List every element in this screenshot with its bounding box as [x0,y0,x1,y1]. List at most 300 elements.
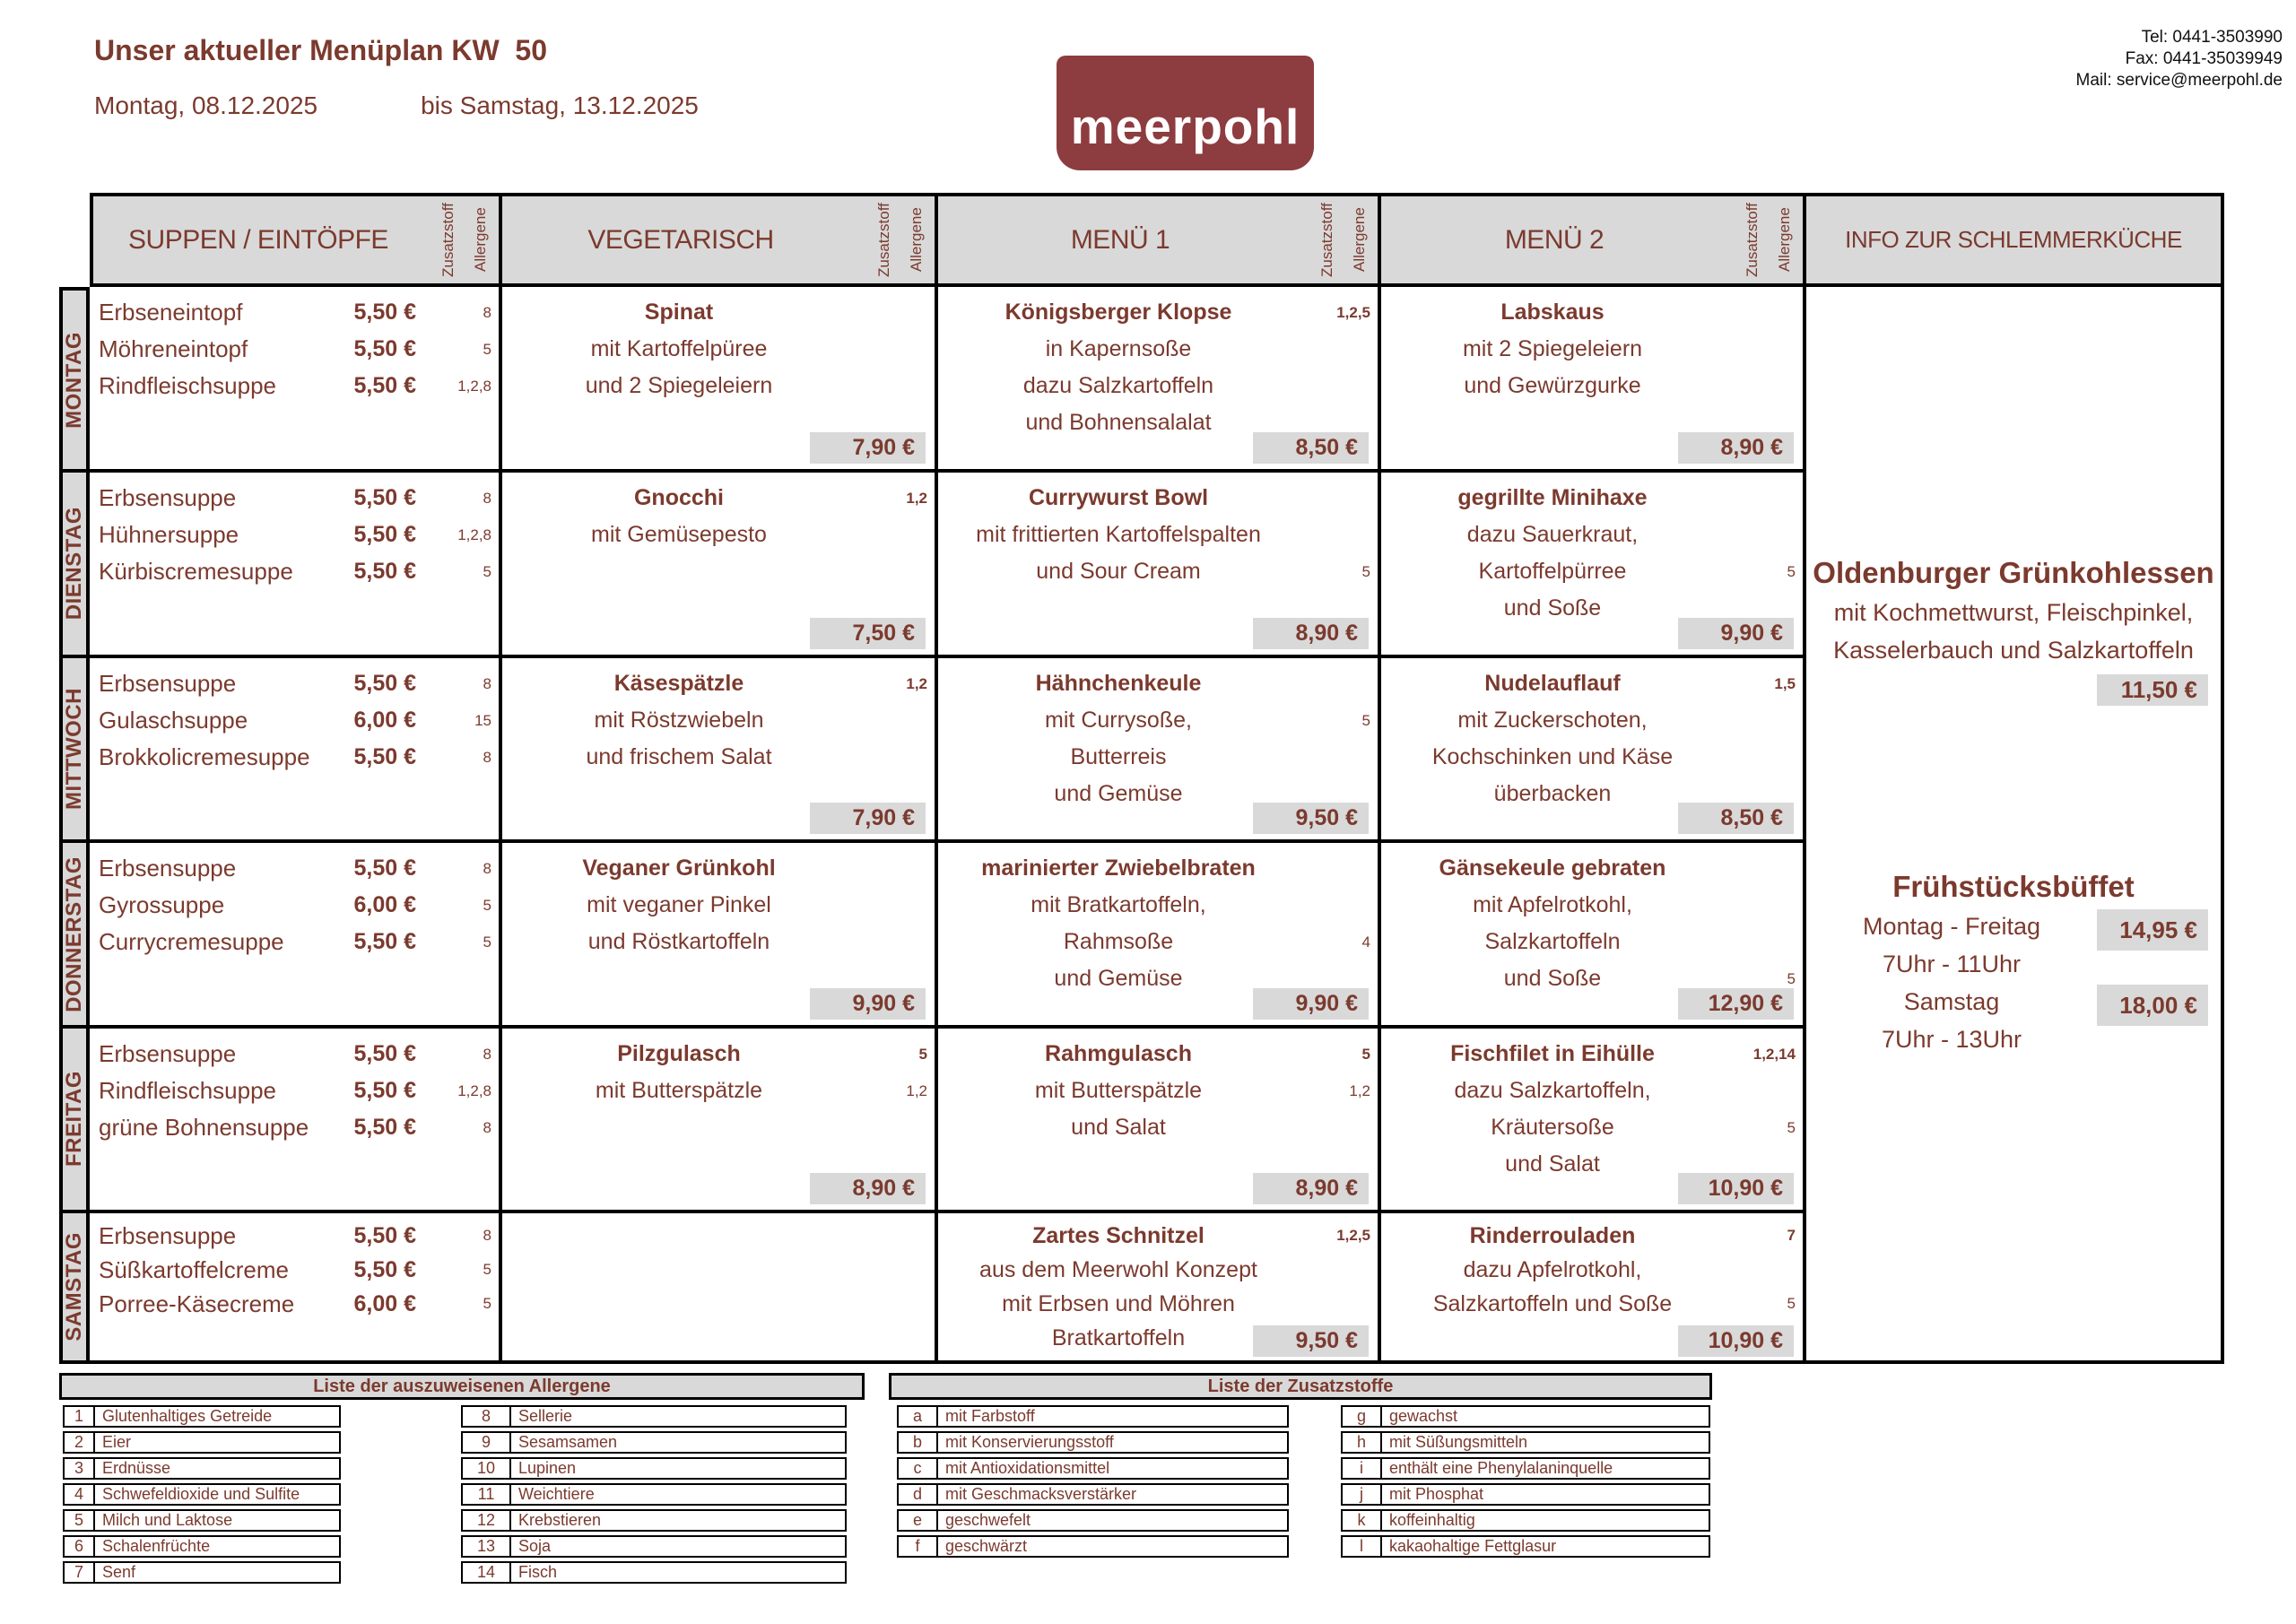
menu-line: Rahmsoße 4 [938,924,1299,960]
vegetarisch-cell [502,287,938,473]
menu-line: Gänsekeule gebraten [1439,855,1666,881]
price-badge: 12,90 € [1678,988,1794,1020]
soups-cell [90,287,502,473]
list-row [1341,1457,1710,1480]
dish-name: Kürbiscremesuppe [99,558,293,585]
menu-line: dazu Sauerkraut, [1466,522,1639,547]
list-code: i [1343,1459,1382,1478]
soup-row [90,924,499,960]
list-code: 3 [65,1459,95,1478]
line-allergens: 7 [1787,1227,1796,1244]
dish-allergens: 5 [483,897,491,914]
menu-line: und frischem Salat [586,744,772,769]
soup-row [90,1109,499,1146]
subheader-allergene: Allergene [908,207,925,273]
soup-row [90,517,499,553]
legend-section [0,1373,2296,1606]
price-badge: 9,50 € [1253,1325,1369,1357]
list-code: 14 [463,1563,511,1582]
subheader-zusatzstoff: Zusatzstoff [1744,203,1761,277]
line-allergens: 5 [918,1046,927,1063]
menu-line: und Bohnensalalat [1025,410,1212,435]
list-row [63,1561,341,1584]
list-label: geschwefelt [945,1511,1031,1529]
menu-line: Rahmgulasch 5 [938,1036,1299,1073]
list-row [1341,1431,1710,1454]
line-allergens: 5 [1361,712,1370,729]
menu-line: marinierter Zwiebelbraten [981,855,1256,881]
gruenkohl-special-block [1806,552,2221,714]
dish-name: Rindfleischsuppe [99,372,277,399]
list-row [461,1405,847,1428]
menu2-cell [1381,287,1806,473]
header-vegetarisch-label: VEGETARISCH [587,224,774,255]
dish-name: grüne Bohnensuppe [99,1114,309,1141]
soups-cell [90,1029,502,1213]
breakfast-days: Montag - Freitag [1862,913,2041,940]
menu-line: überbacken [1493,781,1612,806]
menu-line: aus dem Meerwohl Konzept [979,1257,1257,1282]
list-label: Erdnüsse [102,1459,171,1477]
list-label: Schalenfrüchte [102,1537,211,1555]
menu-line: Spinat [644,300,714,325]
line-allergens: 5 [1787,563,1796,580]
menu1-cell [938,843,1381,1029]
day-strip [59,1029,90,1213]
header-menu1-label: MENÜ 1 [1070,224,1170,255]
menu-line: mit Röstzwiebeln [594,708,764,733]
list-code: 4 [65,1485,95,1504]
list-code: e [899,1511,938,1530]
contact-mail: Mail: service@meerpohl.de [2075,71,2283,90]
dish-price: 5,50 € [353,1257,416,1282]
price-badge: 9,90 € [1678,618,1794,649]
dish-price: 5,50 € [353,522,416,547]
menu-line: Currywurst Bowl [1028,485,1209,510]
price-badge: 14,95 € [2097,909,2208,951]
price-badge: 8,50 € [1678,803,1794,834]
menu-line: Salzkartoffeln [1484,929,1621,954]
menu-line: und Salat [1071,1115,1166,1140]
menu-line: mit Currysoße, 5 [938,702,1299,739]
list-code: a [899,1407,938,1426]
price-badge: 8,90 € [810,1173,926,1204]
menu1-cell [938,1213,1381,1364]
list-row [461,1483,847,1506]
subheader-allergene: Allergene [1351,207,1368,273]
dish-allergens: 5 [483,341,491,358]
menu-line: Nudelauflauf 1,5 [1381,665,1724,702]
menu-line: mit Gemüsepesto [591,522,767,547]
contact-tel: Tel: 0441-3503990 [2141,28,2283,47]
list-label: mit Phosphat [1389,1485,1484,1503]
page-title: Unser aktueller Menüplan KW 50 [94,34,548,66]
soup-row [90,553,499,590]
soup-row [90,1219,499,1253]
soup-row [90,368,499,404]
list-row [897,1509,1289,1532]
day-strip [59,1213,90,1364]
day-label: DIENSTAG [62,507,86,621]
menu-line: dazu Apfelrotkohl, [1463,1257,1642,1282]
menu-line: und Salat [1505,1151,1600,1177]
soup-row [90,887,499,924]
dish-allergens: 8 [483,1046,491,1063]
list-label: Eier [102,1433,132,1451]
list-row [1341,1405,1710,1428]
menu-line: Kartoffelpürree 5 [1381,553,1724,590]
list-code: k [1343,1511,1382,1530]
line-allergens: 1,2 [906,1082,927,1099]
price-badge: 7,90 € [810,432,926,464]
line-allergens: 1,2,5 [1336,304,1370,321]
soup-row [90,1036,499,1073]
header-vegetarisch [502,193,938,287]
additive-table-1 [897,1405,1289,1561]
menu2-cell [1381,1213,1806,1364]
list-row [461,1431,847,1454]
subheader-zusatzstoff: Zusatzstoff [875,203,892,277]
menu-line: Veganer Grünkohl [582,855,776,881]
menu-line: Zartes Schnitzel 1,2,5 [938,1219,1299,1253]
dish-allergens: 5 [483,1261,491,1278]
dish-price: 5,50 € [353,1115,416,1140]
list-code: 9 [463,1433,511,1452]
menu-line: Bratkartoffeln [1051,1325,1186,1350]
vegetarisch-cell [502,843,938,1029]
list-row [1341,1483,1710,1506]
line-allergens: 5 [1787,1119,1796,1136]
price-badge: 9,90 € [810,988,926,1020]
dish-name: Brokkolicremesuppe [99,743,310,770]
dish-name: Hühnersuppe [99,521,239,548]
special-title: Oldenburger Grünkohlessen [1813,556,2214,589]
dish-price: 5,50 € [353,1078,416,1103]
list-code: 6 [65,1537,95,1556]
list-label: Sellerie [518,1407,573,1425]
price-badge: 8,90 € [1678,432,1794,464]
dish-price: 5,50 € [353,300,416,325]
breakfast-row [1806,983,2221,1020]
menu-line: Hähnchenkeule [1035,671,1202,696]
list-code: b [899,1433,938,1452]
list-code: 12 [463,1511,511,1530]
menu-line: Labskaus [1500,300,1605,325]
list-label: koffeinhaltig [1389,1511,1475,1529]
breakfast-title: Frühstücksbüffet [1892,870,2135,903]
list-code: 2 [65,1433,95,1452]
soup-row [90,850,499,887]
breakfast-days: Samstag [1903,988,2000,1015]
dish-name: Erbseneintopf [99,299,243,326]
menu-line: Kochschinken und Käse [1431,744,1674,769]
dish-price: 5,50 € [353,559,416,584]
dish-name: Erbsensuppe [99,1222,237,1249]
list-label: Lupinen [518,1459,577,1477]
price-badge: 18,00 € [2097,985,2208,1026]
list-code: j [1343,1485,1382,1504]
subheader-allergene: Allergene [1776,207,1793,273]
dish-name: Erbsensuppe [99,484,237,511]
dish-allergens: 5 [483,563,491,580]
price-badge: 9,50 € [1253,803,1369,834]
price-badge: 7,50 € [810,618,926,649]
menu-line: mit veganer Pinkel [587,892,771,917]
soup-row [90,739,499,776]
dish-allergens: 5 [483,1295,491,1312]
special-line: mit Kochmettwurst, Fleischpinkel, [1833,599,2194,626]
day-strip [59,473,90,658]
allergen-list-title: Liste der auszuweisenen Allergene [59,1373,865,1400]
list-code: 7 [65,1563,95,1582]
line-allergens: 4 [1361,934,1370,951]
list-label: gewachst [1389,1407,1458,1425]
allergen-table-1 [63,1405,341,1587]
list-row [63,1535,341,1558]
list-row [897,1535,1289,1558]
line-allergens: 1,5 [1774,675,1796,692]
menu-line: und Soße [1503,595,1602,621]
list-label: Krebstieren [518,1511,602,1529]
list-label: mit Süßungsmitteln [1389,1433,1528,1451]
allergen-table-2 [461,1405,847,1587]
dish-allergens: 8 [483,749,491,766]
menu-line: und Röstkartoffeln [587,929,770,954]
list-label: mit Geschmacksverstärker [945,1485,1137,1503]
date-to: bis Samstag, 13.12.2025 [421,91,699,119]
header-menu2 [1381,193,1806,287]
special-price-row [1806,673,2221,714]
menu-line: mit Erbsen und Möhren [1002,1291,1235,1316]
day-strip [59,658,90,843]
line-allergens: 1,2,5 [1336,1227,1370,1244]
list-code: l [1343,1537,1382,1556]
dish-price: 6,00 € [353,892,416,917]
list-label: mit Farbstoff [945,1407,1035,1425]
day-strip [59,843,90,1029]
menu-line: Fischfilet in Eihülle 1,2,14 [1381,1036,1724,1073]
dish-name: Gulaschsuppe [99,707,248,734]
soups-cell [90,843,502,1029]
list-row [897,1431,1289,1454]
menu1-cell [938,473,1381,658]
price-badge: 8,50 € [1253,432,1369,464]
dish-price: 5,50 € [353,855,416,881]
dish-allergens: 5 [483,934,491,951]
list-label: mit Konservierungsstoff [945,1433,1114,1451]
menu-line: und Soße 5 [1381,960,1724,997]
list-code: 1 [65,1407,95,1426]
list-label: kakaohaltige Fettglasur [1389,1537,1557,1555]
menu-line: mit Kartoffelpüree [590,336,768,361]
menu1-cell [938,287,1381,473]
dish-allergens: 8 [483,1227,491,1244]
list-label: geschwärzt [945,1537,1028,1555]
day-label: MITTWOCH [62,688,86,810]
breakfast-block [1806,866,2221,1058]
day-label: MONTAG [62,331,86,429]
dish-name: Erbsensuppe [99,670,237,697]
price-badge: 10,90 € [1678,1173,1794,1204]
list-code: c [899,1459,938,1478]
additive-list-title: Liste der Zusatzstoffe [889,1373,1712,1400]
info-column [1806,287,2224,1364]
day-label: DONNERSTAG [62,855,86,1012]
menu-line: und Sour Cream 5 [938,553,1299,590]
soup-row [90,480,499,517]
logo-text: meerpohl [1070,99,1300,154]
dish-price: 6,00 € [353,1291,416,1316]
dish-name: Gyrossuppe [99,891,225,918]
dish-name: Erbsensuppe [99,855,237,881]
dish-allergens: 1,2,8 [457,378,491,395]
menu-line: dazu Salzkartoffeln [1022,373,1214,398]
line-allergens: 5 [1361,563,1370,580]
dish-name: Erbsensuppe [99,1040,237,1067]
list-label: Sesamsamen [518,1433,618,1451]
vegetarisch-cell [502,1029,938,1213]
list-code: g [1343,1407,1382,1426]
day-strip [59,287,90,473]
page-header [0,0,2296,193]
dish-allergens: 8 [483,860,491,877]
day-label: SAMSTAG [62,1232,86,1342]
dish-allergens: 8 [483,675,491,692]
dish-name: Currycremesuppe [99,928,284,955]
soup-row [90,331,499,368]
dish-price: 6,00 € [353,708,416,733]
list-code: 5 [65,1511,95,1530]
dish-name: Porree-Käsecreme [99,1290,295,1317]
date-from: Montag, 08.12.2025 [94,91,318,119]
contact-fax: Fax: 0441-35039949 [2125,49,2283,68]
dish-price: 5,50 € [353,1041,416,1066]
menu-line: und Gemüse [1054,966,1183,991]
special-line: Kasselerbauch und Salzkartoffeln [1833,637,2194,664]
list-label: Senf [102,1563,136,1581]
soup-row [90,294,499,331]
list-label: Glutenhaltiges Getreide [102,1407,273,1425]
list-row [461,1457,847,1480]
date-range [94,91,699,120]
list-code: d [899,1485,938,1504]
breakfast-row [1806,908,2221,945]
menu-line: Kräutersoße 5 [1381,1109,1724,1146]
soup-row [90,1253,499,1287]
soup-row [90,702,499,739]
line-allergens: 1,2 [906,675,927,692]
additive-table-2 [1341,1405,1710,1561]
price-badge: 10,90 € [1678,1325,1794,1357]
menu-line: mit Zuckerschoten, [1457,708,1648,733]
line-allergens: 1,2 [906,490,927,507]
menu-line: Käsespätzle 1,2 [502,665,856,702]
menu-line: Gnocchi 1,2 [502,480,856,517]
menu2-cell [1381,843,1806,1029]
dish-price: 5,50 € [353,744,416,769]
list-label: enthält eine Phenylalaninquelle [1389,1459,1613,1477]
list-label: mit Antioxidationsmittel [945,1459,1110,1477]
list-row [63,1457,341,1480]
list-code: 10 [463,1459,511,1478]
list-row [461,1509,847,1532]
dish-name: Möhreneintopf [99,335,248,362]
menu-line: Rinderrouladen 7 [1381,1219,1724,1253]
list-row [1341,1509,1710,1532]
list-code: 8 [463,1407,511,1426]
header-soups-label: SUPPEN / EINTÖPFE [128,224,388,255]
header-menu2-label: MENÜ 2 [1504,224,1605,255]
line-allergens: 1,2 [1349,1082,1370,1099]
header-info [1806,193,2224,287]
vegetarisch-cell [502,658,938,843]
meerpohl-logo [1057,56,1314,170]
breakfast-row [1806,945,2221,983]
menu-line: mit Butterspätzle 1,2 [938,1073,1299,1109]
soup-row [90,1287,499,1321]
menu-line: Pilzgulasch 5 [502,1036,856,1073]
header-menu1 [938,193,1381,287]
list-label: Soja [518,1537,552,1555]
list-row [461,1535,847,1558]
price-badge: 11,50 € [2097,674,2208,706]
price-badge: 8,90 € [1253,1173,1369,1204]
list-code: 11 [463,1485,511,1504]
subheader-zusatzstoff: Zusatzstoff [439,203,457,277]
menu-line: und Gemüse [1054,781,1183,806]
menu1-cell [938,1029,1381,1213]
menu-line: gegrillte Minihaxe [1457,485,1648,510]
soup-row [90,1073,499,1109]
line-allergens: 5 [1361,1046,1370,1063]
breakfast-hours: 7Uhr - 11Uhr [1882,951,2022,977]
menu-line: mit Bratkartoffeln, [1031,892,1206,917]
subheader-allergene: Allergene [472,207,489,273]
soups-cell [90,473,502,658]
menu2-cell [1381,473,1806,658]
dish-name: Süßkartoffelcreme [99,1256,289,1283]
dish-price: 5,50 € [353,485,416,510]
list-label: Schwefeldioxide und Sulfite [102,1485,300,1503]
dish-name: Rindfleischsuppe [99,1077,277,1104]
dish-allergens: 15 [474,712,491,729]
menu-line: mit Butterspätzle 1,2 [502,1073,856,1109]
soup-row [90,665,499,702]
dish-price: 5,50 € [353,336,416,361]
dish-allergens: 8 [483,1119,491,1136]
soups-cell [90,658,502,843]
list-code: 13 [463,1537,511,1556]
line-allergens: 1,2,14 [1752,1046,1796,1063]
dish-allergens: 1,2,8 [457,526,491,543]
header-soups [90,193,502,287]
menu-line: in Kapernsoße [1045,336,1192,361]
menu-line: Salzkartoffeln und Soße 5 [1381,1287,1724,1321]
list-row [897,1405,1289,1428]
subheader-zusatzstoff: Zusatzstoff [1318,203,1335,277]
day-label: FREITAG [62,1071,86,1168]
dish-price: 5,50 € [353,1223,416,1248]
list-row [63,1431,341,1454]
dish-allergens: 8 [483,304,491,321]
line-allergens: 5 [1787,970,1796,987]
menu-line: dazu Salzkartoffeln, [1454,1078,1651,1103]
menu2-cell [1381,1029,1806,1213]
breakfast-row [1806,1020,2221,1058]
dish-allergens: 1,2,8 [457,1082,491,1099]
menu-line: mit Apfelrotkohl, [1473,892,1632,917]
dish-allergens: 8 [483,490,491,507]
